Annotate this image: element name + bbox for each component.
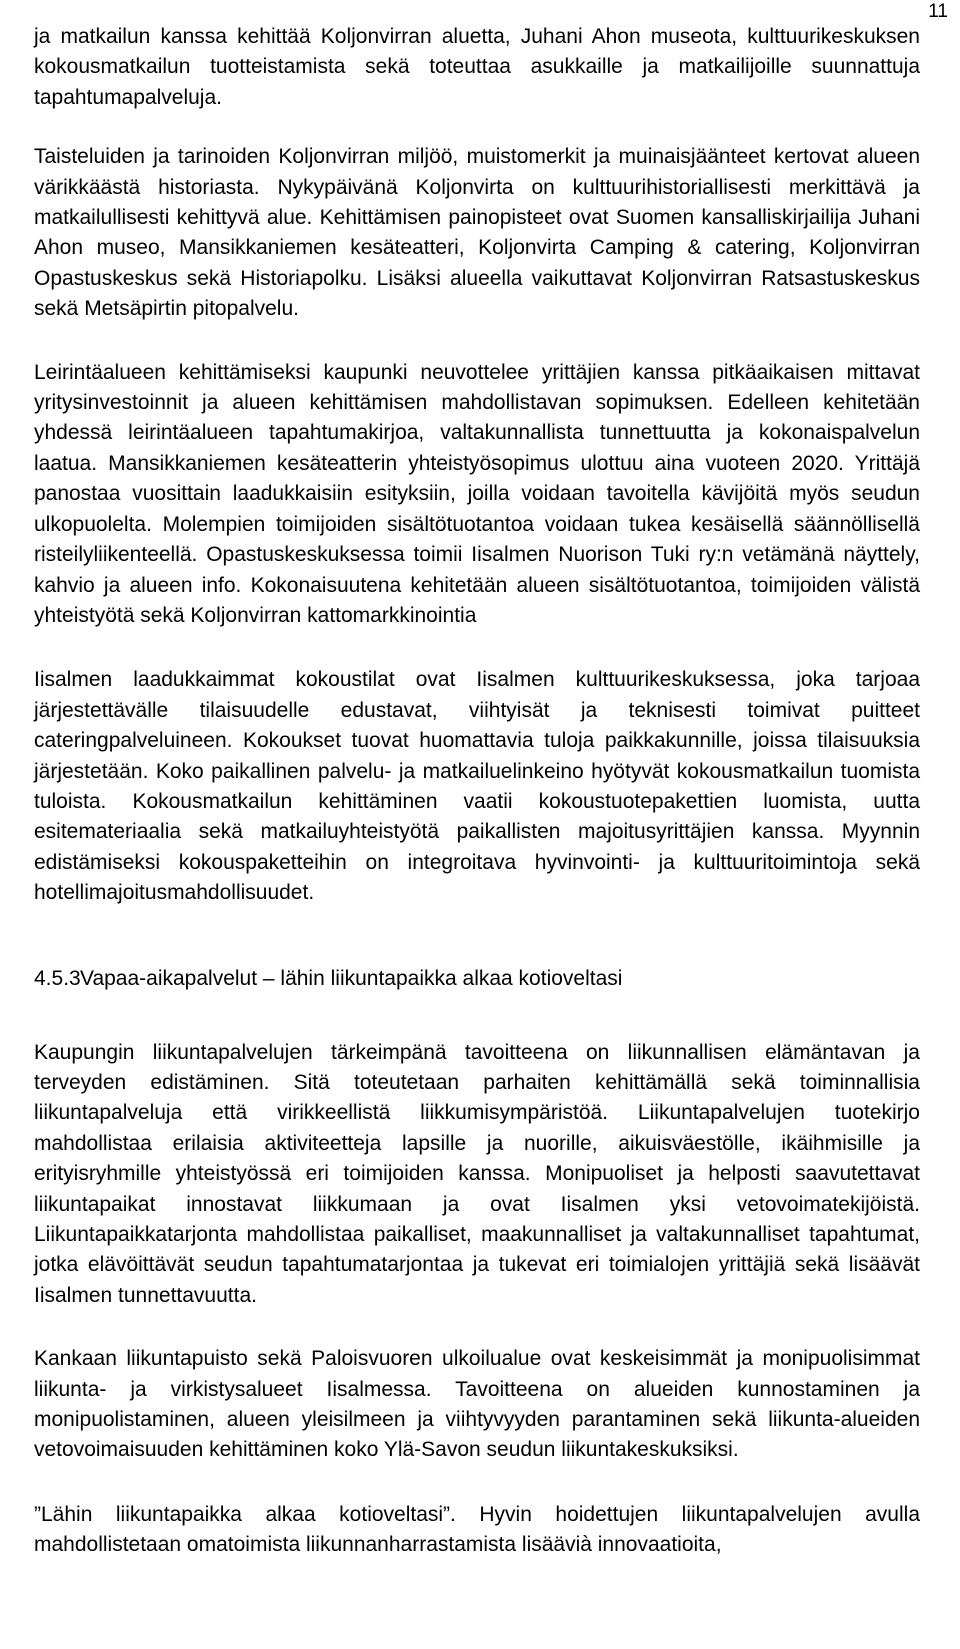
paragraph-conference-tourism: Iisalmen laadukkaimmat kokoustilat ovat Iisalmen kulttuurikeskuksessa, joka tarjoaa järjestettävälle tilaisuudelle edustavat, viihtyisät ja teknisesti toimivat puitteet cateringpalveluineen. Kokoukset tuovat huomattavia tuloja paikkakunnille, joissa tilaisuuksia järjestetään. Koko paikallinen palvelu- ja matkailuelinkeino hyötyvät kokousmatkailun tuomista tuloista. Kokousmatkailun kehittäminen vaatii kokoustuotepakettien luomista, uutta esitemateriaalia sekä matkailuyhteistyötä paikallisten majoitusyrittäjien kanssa. Myynnin edistämiseksi kokouspaketteihin on integroitava hyvinvointi- ja kulttuuritoimintoja sekä hotellimajoitusmahdollisuudet. xyxy=(34,668,920,905)
paragraph-sports-services: Kaupungin liikuntapalvelujen tärkeimpänä tavoitteena on liikunnallisen elämäntavan ja terveyden edistäminen. Sitä toteutetaan parhaiten kehittämällä sekä toiminnallisia liikuntapalveluja että virikkeellistä liikkumisympäristöä. Liikuntapalvelujen tuotekirjo mahdollistaa erilaisia aktiviteetteja lapsille ja nuorille, aikuisväestölle, ikäihmisille ja erityisryhmille yhteistyössä eri toimijoiden kanssa. Monipuoliset ja helposti saavutettavat liikuntapaikat innostavat liikkumaan ja ovat Iisalmen yksi vetovoimatekijöistä. Liikuntapaikkatarjonta mahdollistaa paikalliset, maakunnalliset ja valtakunnalliset tapahtumat, jotka elävöittävät seudun tapahtumatarjontaa ja tukevat eri toimialojen yrittäjiä sekä lisäävät Iisalmen tunnettavuutta. xyxy=(34,1040,920,1307)
section-number: 4.5.3 xyxy=(34,966,81,990)
paragraph-camping-development: Leirintäalueen kehittämiseksi kaupunki neuvottelee yrittäjien kanssa pitkäaikaisen mittavat yritysinvestoinnit ja alueen kehittämisen mahdollistavan sopimuksen. Edelleen kehitetään yhdessä leirintäalueen tapahtumakirjoa, valtakunnallista tunnettuutta ja kokonaispalvelun laatua. Mansikkaniemen kesäteatterin yhteistyösopimus ulottuu aina vuoteen 2020. Yrittäjä panostaa vuosittain laadukkaisiin esityksiin, joilla voidaan tavoitella kävijöitä myös seudun ulkopuolelta. Molempien toimijoiden sisältötuotantoa voidaan tukea kesäisellä säännöllisellä risteilyliikenteellä. Opastuskeskuksessa toimii Iisalmen Nuorison Tuki ry:n vetämänä näyttely, kahvio ja alueen info. Kokonaisuutena kehitetään alueen sisältötuotantoa, toimijoiden välistä yhteistyötä sekä Koljonvirran kattomarkkinointia xyxy=(34,360,920,627)
paragraph-sports-areas: Kankaan liikuntapuisto sekä Paloisvuoren ulkoilualue ovat keskeisimmät ja monipuolisimmat liikunta- ja virkistysalueet Iisalmessa. Tavoitteena on alueiden kunnostaminen ja monipuolistaminen, alueen yleisilmeen ja viihtyvyyden parantaminen sekä liikunta-alueiden vetovoimaisuuden kehittäminen koko Ylä-Savon seudun liikuntakeskuksiksi. xyxy=(34,1347,920,1462)
paragraph-koljonvirta-history: Taisteluiden ja tarinoiden Koljonvirran miljöö, muistomerkit ja muinaisjäänteet kertovat alueen värikkäästä historiasta. Nykypäivänä Koljonvirta on kulttuurihistoriallisesti merkittävä ja matkailullisesti kehittyvä alue. Kehittämisen painopisteet ovat Suomen kansalliskirjailija Juhani Ahon museo, Mansikkaniemen kesäteatteri, Koljonvirta Camping & catering, Koljonvirran Opastuskeskus sekä Historiapolku. Lisäksi alueella vaikuttavat Koljonvirran Ratsastuskeskus sekä Metsäpirtin pitopalvelu. xyxy=(34,145,920,321)
paragraph-nearest-sports-place: ”Lähin liikuntapaikka alkaa kotioveltasi”. Hyvin hoidettujen liikuntapalvelujen avulla mahdollistetaan omatoimista liikunnanharrastamista lisäävià innovaatioita, xyxy=(34,1502,920,1557)
paragraph-koljonvirta-intro: ja matkailun kanssa kehittää Koljonvirran aluetta, Juhani Ahon museota, kulttuurikeskuksen kokousmatkailun tuotteistamista sekä toteuttaa asukkaille ja matkailijoille suunnattuja tapahtumapalveluja. xyxy=(34,25,920,109)
section-title: Vapaa-aikapalvelut – lähin liikuntapaikka alkaa kotioveltasi xyxy=(80,966,623,990)
section-heading xyxy=(34,964,920,994)
page-number: 11 xyxy=(928,1,948,22)
document-body xyxy=(34,22,920,1561)
